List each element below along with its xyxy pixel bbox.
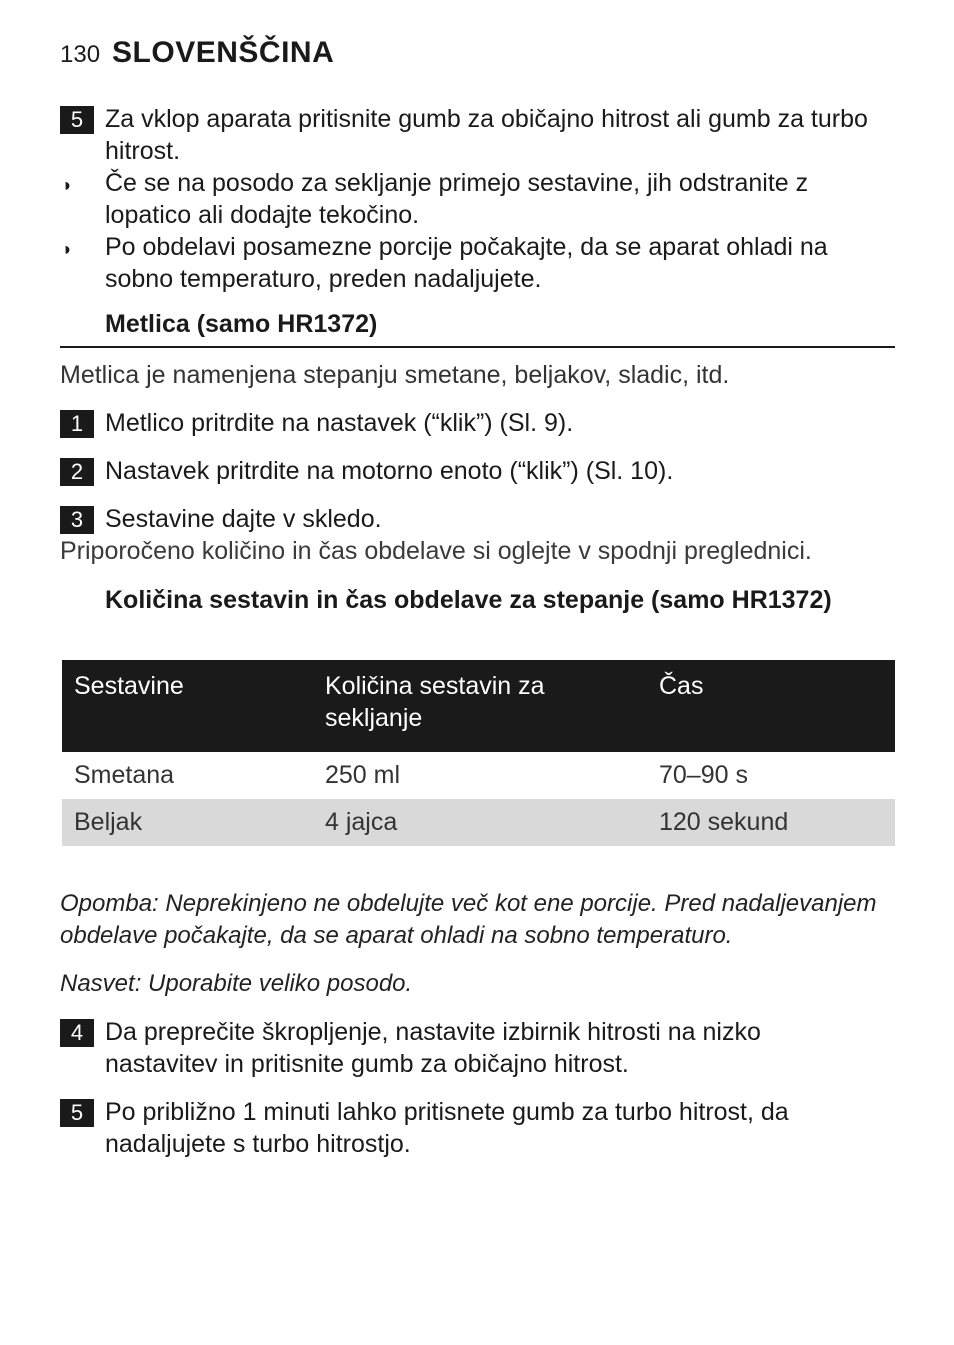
bullet-icon: ◗ xyxy=(62,239,73,259)
bullet-text: Če se na posodo za sekljanje primejo sestavine, jih odstranite z lopatico ali dodajte tekočino. xyxy=(105,169,809,229)
section-heading: Metlica (samo HR1372) xyxy=(105,310,378,338)
step-number: 5 xyxy=(60,106,94,134)
step-number: 5 xyxy=(60,1099,94,1127)
step-text: Da preprečite škropljenje, nastavite izbirnik hitrosti na nizko nastavitev in pritisnite gumb za običajno hitrost. xyxy=(105,1018,761,1078)
table-header-row xyxy=(62,660,895,752)
column-header: Čas xyxy=(647,660,895,752)
intro-text: Metlica je namenjena stepanju smetane, beljakov, sladic, itd. xyxy=(60,361,730,389)
step-text: Za vklop aparata pritisnite gumb za običajno hitrost ali gumb za turbo hitrost. xyxy=(105,105,868,165)
bullet-icon: ◗ xyxy=(62,175,73,195)
step-number: 1 xyxy=(60,410,94,438)
table-cell: 250 ml xyxy=(325,761,401,789)
step-text: Metlico pritrdite na nastavek (“klik”) (Sl. 9). xyxy=(105,409,574,437)
table-row xyxy=(62,752,895,799)
step-number: 2 xyxy=(60,458,94,486)
page-number: 130 xyxy=(60,41,101,68)
step-text: Nastavek pritrdite na motorno enoto (“klik”) (Sl. 10). xyxy=(105,457,674,485)
tip-text: Nasvet: Uporabite veliko posodo. xyxy=(60,970,413,997)
table-cell: 120 sekund xyxy=(647,799,895,846)
step-item xyxy=(60,1016,880,1080)
table-row xyxy=(62,799,895,846)
step-number: 4 xyxy=(60,1019,94,1047)
step-item xyxy=(60,503,880,535)
step-note: Priporočeno količino in čas obdelave si oglejte v spodnji preglednici. xyxy=(60,537,812,565)
step-number: 3 xyxy=(60,506,94,534)
table-cell: 70–90 s xyxy=(659,761,748,789)
whisking-table xyxy=(62,660,895,846)
language-title: SLOVENŠČINA xyxy=(112,36,335,69)
bullet-text: Po obdelavi posamezne porcije počakajte, da se aparat ohladi na sobno temperaturo, preden nadaljujete. xyxy=(105,233,828,293)
table-cell: 4 jajca xyxy=(313,799,647,846)
step-item xyxy=(60,455,880,487)
table-cell: Smetana xyxy=(74,761,175,789)
note-text: Opomba: Neprekinjeno ne obdelujte več kot ene porcije. Pred nadaljevanjem obdelave počakajte, da se aparat ohladi na sobno temperaturo. xyxy=(60,890,877,949)
table-cell: Beljak xyxy=(62,799,313,846)
bullet-item xyxy=(60,167,880,231)
page-header xyxy=(60,36,334,70)
bullet-item xyxy=(60,231,880,295)
step-item xyxy=(60,1096,880,1160)
column-header: Količina sestavin za sekljanje xyxy=(313,660,647,752)
column-header: Sestavine xyxy=(62,660,313,752)
step-item xyxy=(60,103,880,167)
step-item xyxy=(60,407,880,439)
step-text: Sestavine dajte v skledo. xyxy=(105,505,382,533)
section-divider xyxy=(60,346,895,348)
step-text: Po približno 1 minuti lahko pritisnete gumb za turbo hitrost, da nadaljujete s turbo hitrostjo. xyxy=(105,1098,789,1158)
table-title: Količina sestavin in čas obdelave za stepanje (samo HR1372) xyxy=(105,586,832,614)
